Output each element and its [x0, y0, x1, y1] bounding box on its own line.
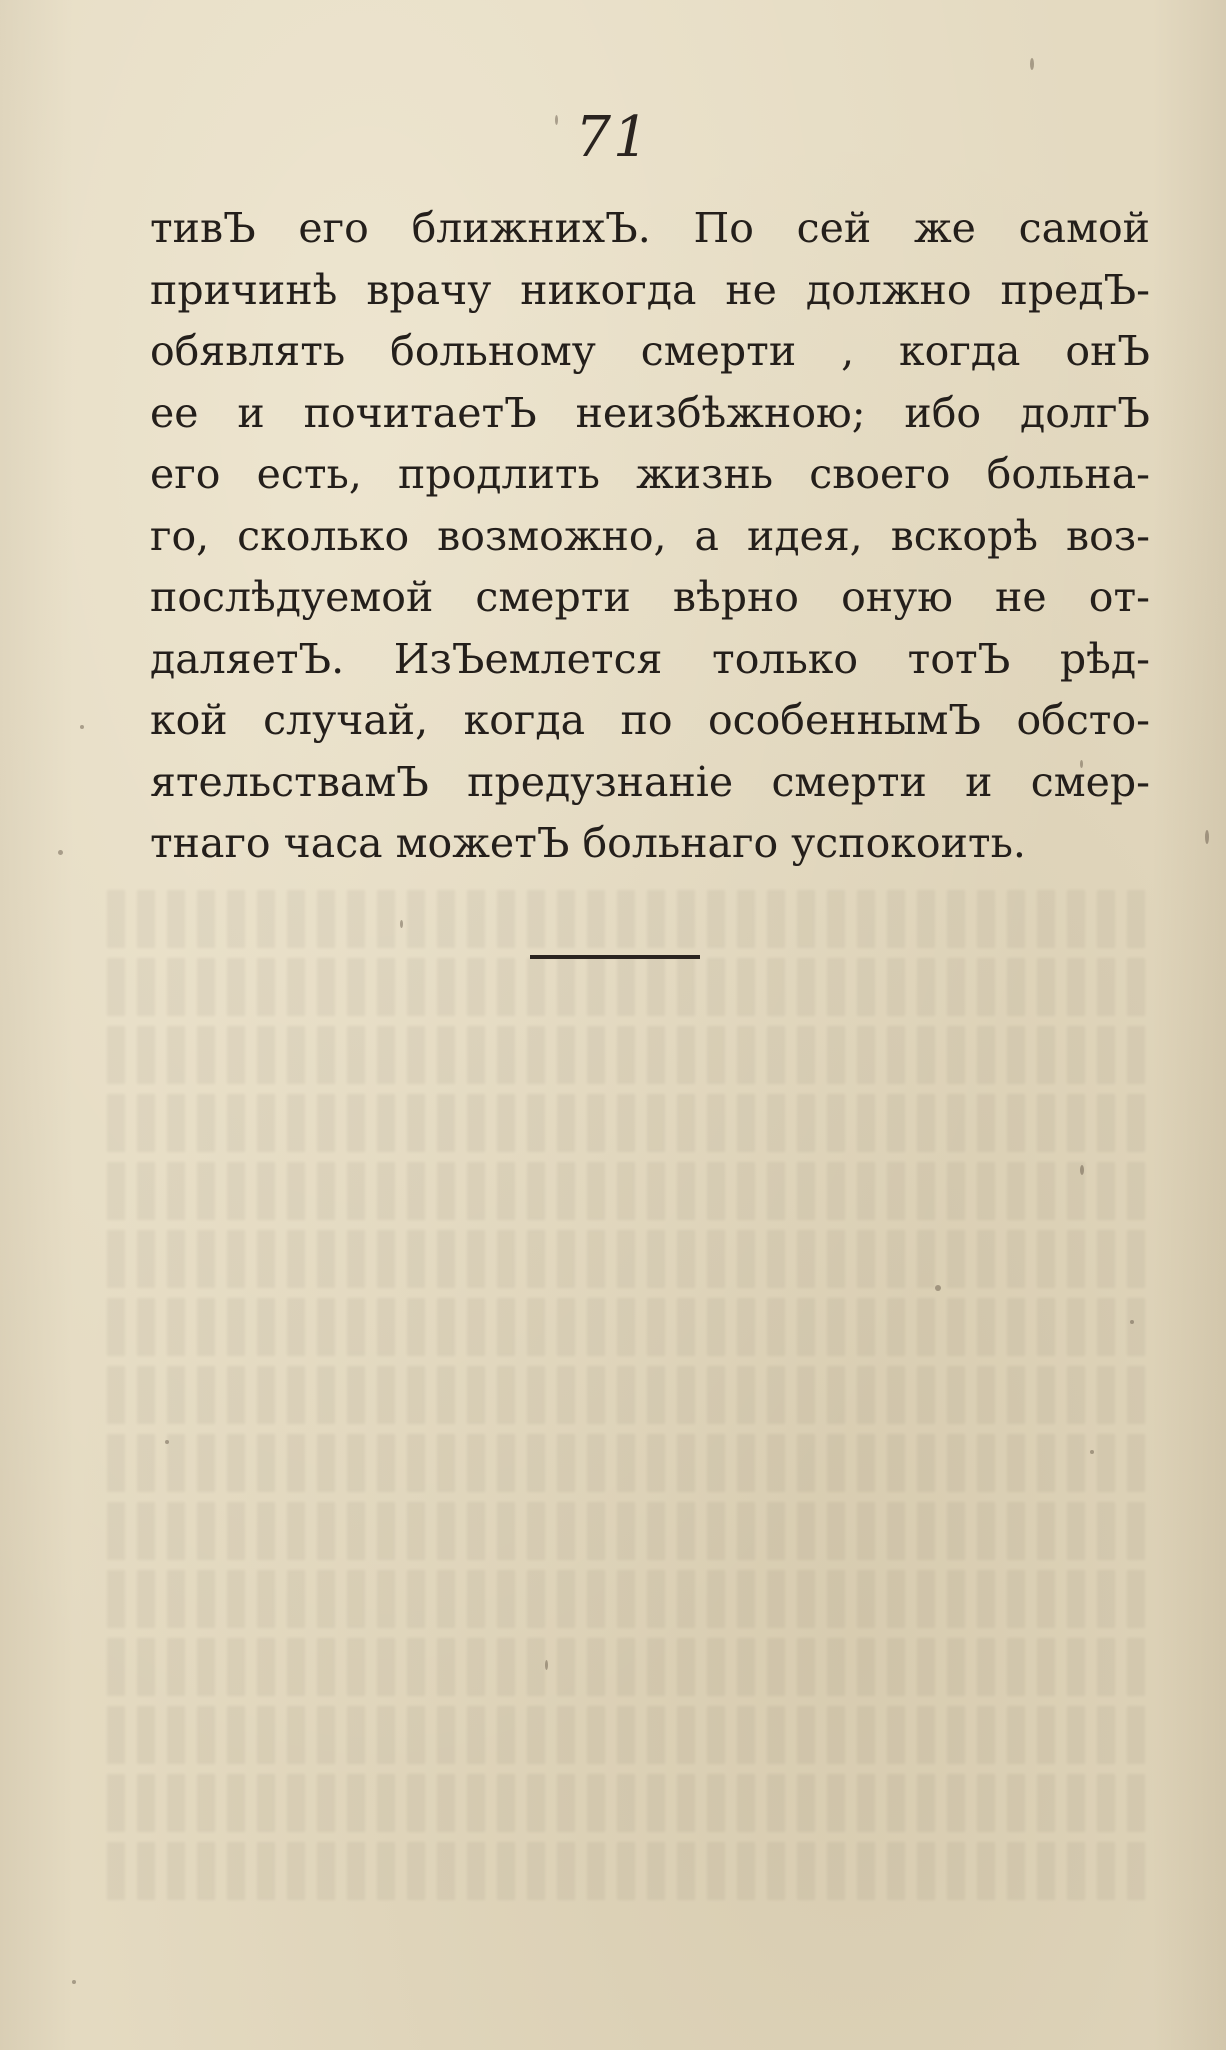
paper-speck: [555, 115, 558, 125]
text-line-5: его есть, продлить жизнь своего больна-: [150, 450, 1150, 498]
text-line-8: даляетЪ. ИзЪемлется только тотЪ рѣд-: [150, 634, 1150, 683]
paper-speck: [1205, 830, 1209, 844]
text-line-4: ее и почитаетЪ неизбѣжною; ибо долгЪ: [150, 388, 1150, 437]
paper-speck: [545, 1660, 548, 1670]
text-line-10: ятельствамЪ предузнаніе смерти и смер-: [150, 757, 1150, 806]
text-line-6: го, сколько возможно, а идея, вскорѣ воз-: [150, 511, 1150, 560]
paper-speck: [1080, 1165, 1084, 1175]
paper-speck: [1080, 760, 1083, 768]
paper-speck: [72, 1980, 76, 1984]
text-line-1: тивЪ его ближнихЪ. По сей же самой: [150, 204, 1150, 252]
paper-speck: [1130, 1320, 1134, 1324]
text-line-9: кой случай, когда по особеннымЪ обсто-: [150, 696, 1150, 744]
section-divider-rule: [530, 955, 700, 959]
body-text: [150, 198, 1150, 875]
page-number: 71: [575, 105, 651, 170]
paper-speck: [80, 725, 84, 729]
text-line-11: тнаго часа можетЪ больнаго успокоить.: [150, 819, 1026, 867]
text-line-7: послѣдуемой смерти вѣрно оную не от-: [150, 573, 1150, 621]
paper-speck: [935, 1285, 941, 1291]
paper-speck: [400, 920, 403, 928]
paper-speck: [58, 850, 63, 855]
paper-speck: [1030, 58, 1034, 70]
paper-speck: [1090, 1450, 1094, 1454]
text-line-3: обявлять больному смерти , когда онЪ: [150, 327, 1150, 375]
bleed-through-text: [95, 890, 1145, 2010]
paper-speck: [165, 1440, 169, 1444]
text-line-2: причинѣ врачу никогда не должно предЪ-: [150, 265, 1150, 314]
